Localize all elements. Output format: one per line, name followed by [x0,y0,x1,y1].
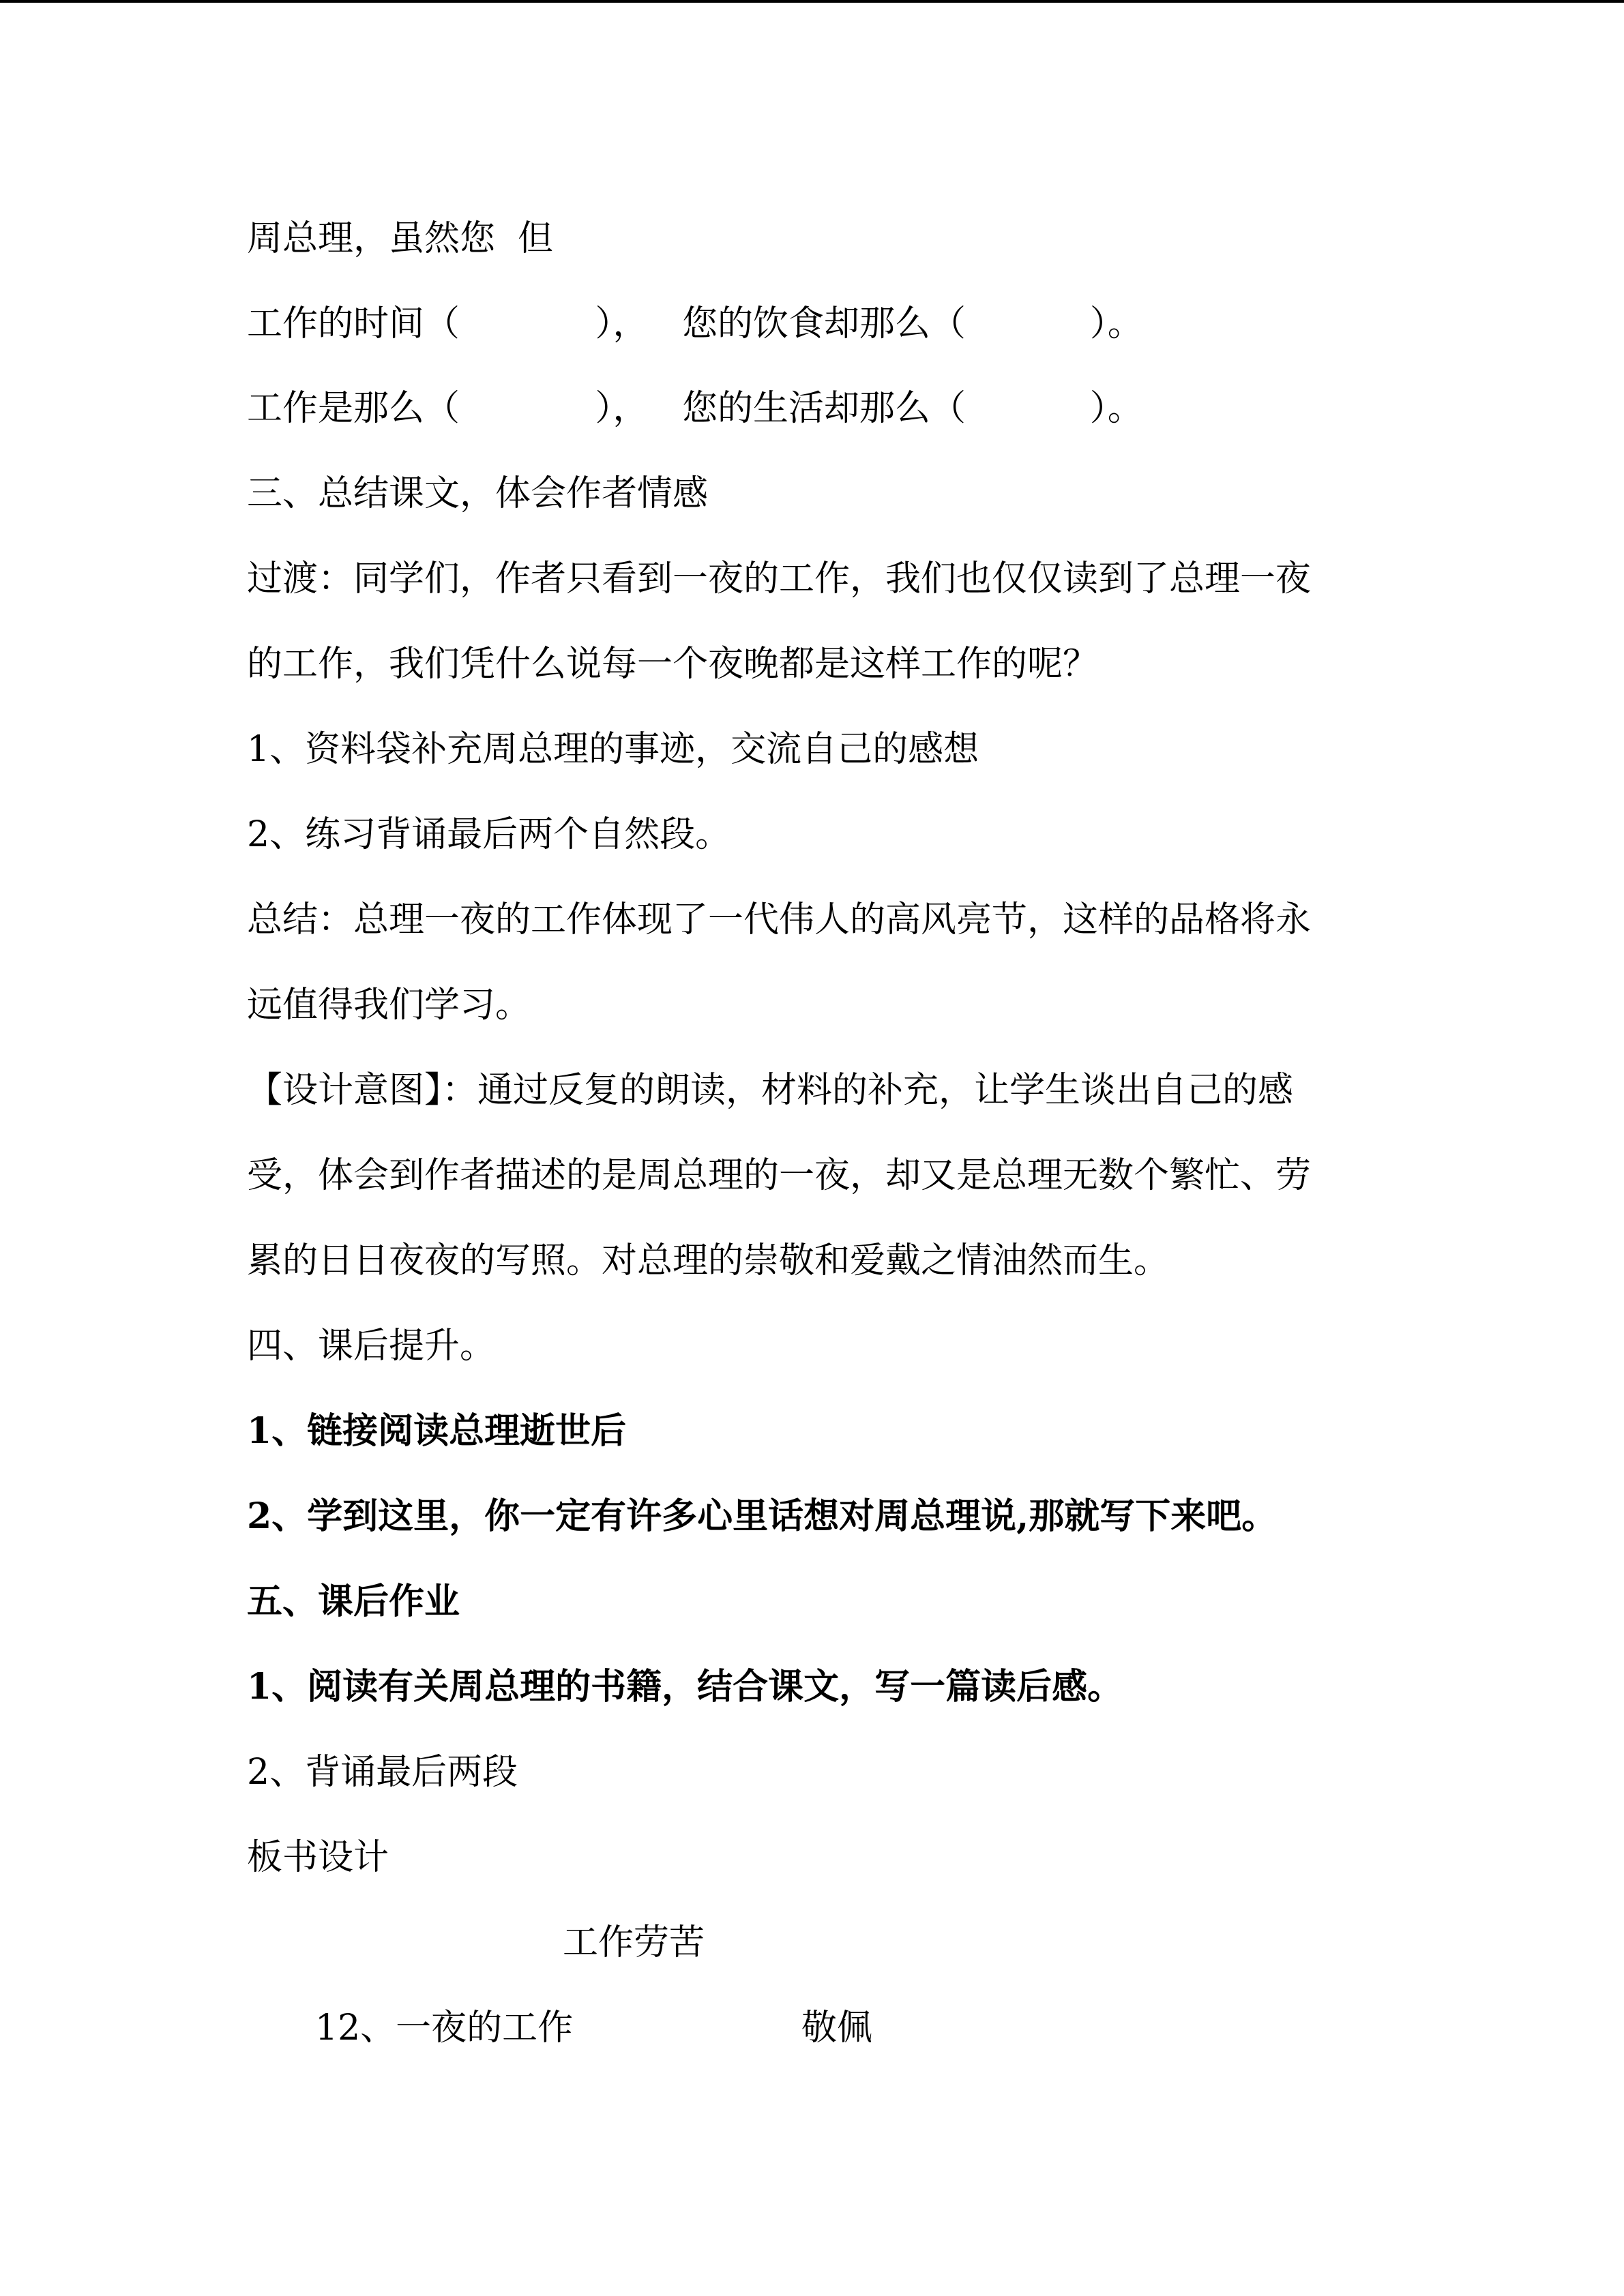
section-heading-5: 五、课后作业 [247,1581,460,1622]
text-line-11: 【设计意图】：通过反复的朗读，材料的补充，让学生谈出自己的感 [247,1070,1294,1111]
board-top-label: 工作劳苦 [563,1922,705,1963]
page-top-border [0,0,1624,3]
text-line-13: 累的日日夜夜的写照。对总理的崇敬和爱戴之情油然而生。 [247,1240,1170,1281]
text-line-18: 1、阅读有关周总理的书籍，结合课文，写一篇读后感。 [247,1666,1123,1708]
text-line-6: 的工作，我们凭什么说每一个夜晚都是这样工作的呢？ [247,644,1099,685]
text-line-19: 2、背诵最后两段 [247,1752,518,1793]
text-line-9: 总结：总理一夜的工作体现了一代伟人的高风亮节，这样的品格将永 [247,899,1312,940]
text-line-5: 过渡：同学们，作者只看到一夜的工作，我们也仅仅读到了总理一夜 [247,558,1312,599]
text-line-2: 工作的时间（ ）， 您的饮食却那么（ ）。 [247,303,1143,344]
board-design-heading: 板书设计 [247,1837,389,1878]
board-right-label: 敬佩 [801,2008,873,2048]
text-line-1: 周总理，虽然您 但 [247,218,554,259]
text-line-16: 2、学到这里，你一定有许多心里话想对周总理说,那就写下来吧。 [247,1495,1278,1537]
section-heading-3: 三、总结课文，体会作者情感 [247,473,709,514]
text-line-7: 1、资料袋补充周总理的事迹，交流自己的感想 [247,729,979,770]
text-line-15: 1、链接阅读总理逝世后 [247,1410,627,1452]
text-line-3: 工作是那么（ ）， 您的生活却那么（ ）。 [247,388,1143,429]
text-line-8: 2、练习背诵最后两个自然段。 [247,814,731,855]
section-heading-4: 四、课后提升。 [247,1326,496,1367]
text-line-12: 受，体会到作者描述的是周总理的一夜，却又是总理无数个繁忙、劳 [247,1155,1312,1196]
text-line-10: 远值得我们学习。 [247,985,531,1026]
board-title: 12、一夜的工作 [315,2008,574,2048]
